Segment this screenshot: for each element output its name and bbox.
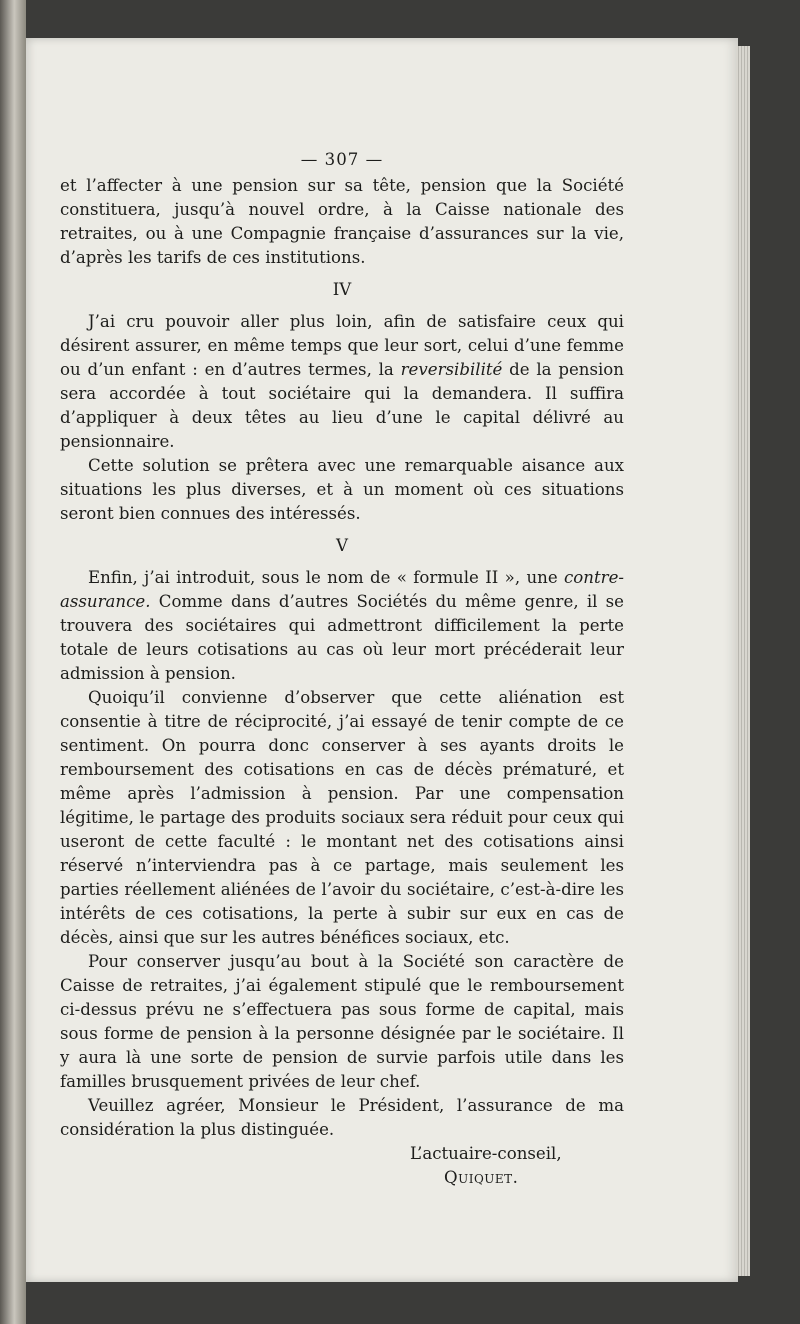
paragraph-continuation: et l’affecter à une pension sur sa tête, pension que la Société constituera, jusqu’à nouvel ordre, à la Caisse nationale des retraites, ou à une Compagnie française d’assurances sur la vie, d’après les tarifs de ces institutions. — [60, 176, 624, 267]
paragraph-text: Enfin, j’ai introduit, sous le nom de « formule II », une — [88, 568, 564, 587]
paragraph-caisse-retraites: Pour conserver jusqu’au bout à la Société son caractère de Caisse de retraites, j’ai également stipulé que le remboursement ci-dessus prévu ne s’effectuera pas sous forme de capital, mais sous forme de pension à la personne désignée par le sociétaire. Il y aura là une sorte de pension de survie parfois utile dans les familles brusquement privées de leur chef. — [60, 952, 624, 1091]
signature-name: Quiquet. — [444, 1168, 519, 1187]
page-number: — 307 — — [300, 150, 384, 169]
section-heading-v: V — [336, 536, 348, 555]
paragraph-solution: Cette solution se prêtera avec une remarquable aisance aux situations les plus diverses, et à un moment où ces situations seront bien connues des intéressés. — [60, 456, 624, 523]
paragraph-text: de la pension sera accordée à tout sociétaire qui la demandera. Il suffira d’appliquer à deux têtes au lieu d’une le capital délivré au pensionnaire. — [60, 360, 624, 451]
section-heading-iv: IV — [332, 280, 352, 299]
previous-page-edge — [0, 0, 26, 1324]
paragraph-reciprocite: Quoiqu’il convienne d’observer que cette aliénation est consentie à titre de réciprocité, j’ai essayé de tenir compte de ce sentiment. On pourra donc conserver à ses ayants droits le remboursement des cotisations en cas de décès prématuré, et même après l’admission à pension. Par une compensation légitime, le partage des produits sociaux sera réduit pour ceux qui useront de cette faculté : le montant net des cotisations ainsi réservé n’interviendra pas à ce partage, mais seulement les parties réellement aliénées de l’avoir du sociétaire, c’est-à-dire les intérêts de ces cotisations, la perte à subir sur eux en cas de décès, ainsi que sur les autres bénéfices sociaux, etc. — [60, 688, 624, 947]
page-stack-edge — [736, 46, 750, 1276]
paragraph-text: Comme dans d’autres Sociétés du même genre, il se trouvera des sociétaires qui admettront difficilement la perte totale de leurs cotisations au cas où leur mort précéderait leur admission à pension. — [60, 592, 624, 683]
page-text-block — [60, 148, 624, 1190]
paragraph-reversibility — [60, 310, 624, 454]
paragraph-text: J’ai cru pouvoir aller plus loin, afin de satisfaire ceux qui désirent assurer, en même temps que leur sort, celui d’une femme ou d’un enfant : en d’autres termes, la — [60, 312, 624, 379]
paragraph-closing: Veuillez agréer, Monsieur le Président, l’assurance de ma considération la plus distinguée. — [60, 1096, 624, 1139]
paragraph-contre-assurance — [60, 566, 624, 686]
signature-block — [60, 1142, 624, 1190]
signature-title: L’actuaire-conseil, — [410, 1144, 562, 1163]
italic-term: reversibilité — [400, 360, 503, 379]
italic-term: contre-assurance. — [60, 568, 624, 611]
